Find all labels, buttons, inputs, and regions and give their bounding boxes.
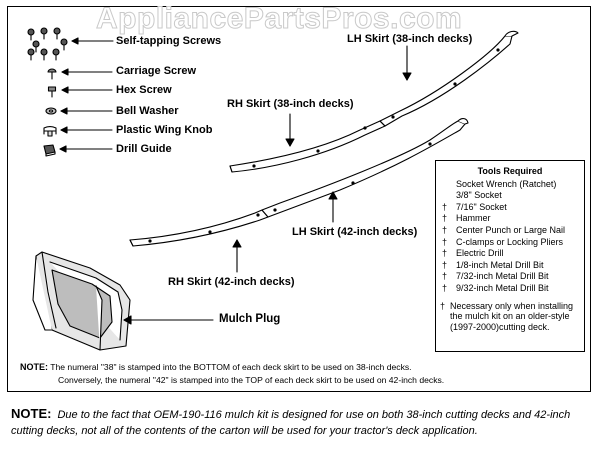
tool-item [436, 213, 584, 225]
diagram-note-line1: The numeral "38" is stamped into the BOTTOM of each deck skirt to be used on 38-inch decks. [50, 362, 412, 372]
tool-mark: † [442, 282, 448, 293]
tool-text: 7/16" Socket [456, 201, 507, 212]
tool-mark: † [442, 271, 448, 282]
label-self-tapping-screws: Self-tapping Screws [116, 35, 222, 47]
tools-list [436, 179, 584, 295]
label-lh-skirt-42: LH Skirt (42-inch decks) [292, 226, 418, 238]
label-plastic-wing-knob: Plastic Wing Knob [116, 124, 213, 136]
tool-text: Socket Wrench (Ratchet) [456, 178, 557, 189]
carriage-screw-icon [48, 69, 56, 79]
self-tapping-screws-icon [28, 28, 67, 60]
diagram-note-tag: NOTE: [20, 362, 48, 372]
watermark: AppliancePartsPros.com [96, 2, 463, 35]
footnote-text: Necessary only when installing the mulch kit on an older-style (1997-2000)cutting deck. [450, 300, 574, 332]
tool-text: C-clamps or Locking Pliers [456, 236, 564, 247]
label-hex-screw: Hex Screw [116, 84, 172, 96]
label-bell-washer: Bell Washer [116, 105, 179, 117]
tool-item [436, 237, 584, 249]
label-rh-skirt-42: RH Skirt (42-inch decks) [168, 276, 295, 288]
tools-required-box [435, 160, 585, 352]
tool-item [436, 260, 584, 272]
tool-text: Electric Drill [456, 248, 504, 259]
tool-text: 1/8-inch Metal Drill Bit [456, 259, 544, 270]
tool-mark: † [442, 259, 448, 270]
bottom-note-tag: NOTE: [11, 406, 52, 421]
label-mulch-plug: Mulch Plug [219, 313, 281, 325]
tool-mark: † [442, 248, 448, 259]
tool-mark: † [442, 201, 448, 212]
diagram-note [20, 361, 444, 387]
tool-item [436, 283, 584, 295]
part-arrows [60, 38, 113, 152]
footnote-mark: † [440, 300, 446, 311]
tool-text: 3/8" Socket [456, 190, 502, 201]
tools-title: Tools Required [477, 166, 543, 176]
tool-mark: † [442, 236, 448, 247]
wing-knob-icon [44, 127, 56, 137]
label-carriage-screw: Carriage Screw [116, 65, 197, 77]
drill-guide-icon [44, 145, 55, 156]
hex-screw-icon [49, 87, 56, 97]
tool-item [436, 271, 584, 283]
label-lh-skirt-38: LH Skirt (38-inch decks) [347, 33, 473, 45]
label-rh-skirt-38: RH Skirt (38-inch decks) [227, 98, 354, 110]
mulch-plug-icon [33, 252, 130, 350]
tool-text: Hammer [456, 213, 491, 224]
tool-text: Center Punch or Large Nail [456, 224, 566, 235]
tool-text: 9/32-inch Metal Drill Bit [456, 282, 549, 293]
bell-washer-icon [46, 108, 56, 114]
bottom-note [11, 406, 591, 439]
tool-item [436, 248, 584, 260]
tool-item [436, 202, 584, 214]
tools-footnote [436, 301, 584, 333]
tool-text: 7/32-inch Metal Drill Bit [456, 271, 549, 282]
tool-mark: † [442, 224, 448, 235]
tool-item [436, 190, 584, 202]
tool-item [436, 225, 584, 237]
label-drill-guide: Drill Guide [116, 143, 172, 155]
tool-item [436, 179, 584, 191]
tool-mark: † [442, 213, 448, 224]
diagram-note-line2: Conversely, the numeral "42" is stamped into the TOP of each deck skirt to be used on 42-inch decks. [58, 375, 445, 385]
bottom-note-text: Due to the fact that OEM-190-116 mulch kit is designed for use on both 38-inch cutting decks and 42-inch cutting decks, not all of the contents of the carton will be used for your tractor's deck application. [11, 409, 571, 437]
